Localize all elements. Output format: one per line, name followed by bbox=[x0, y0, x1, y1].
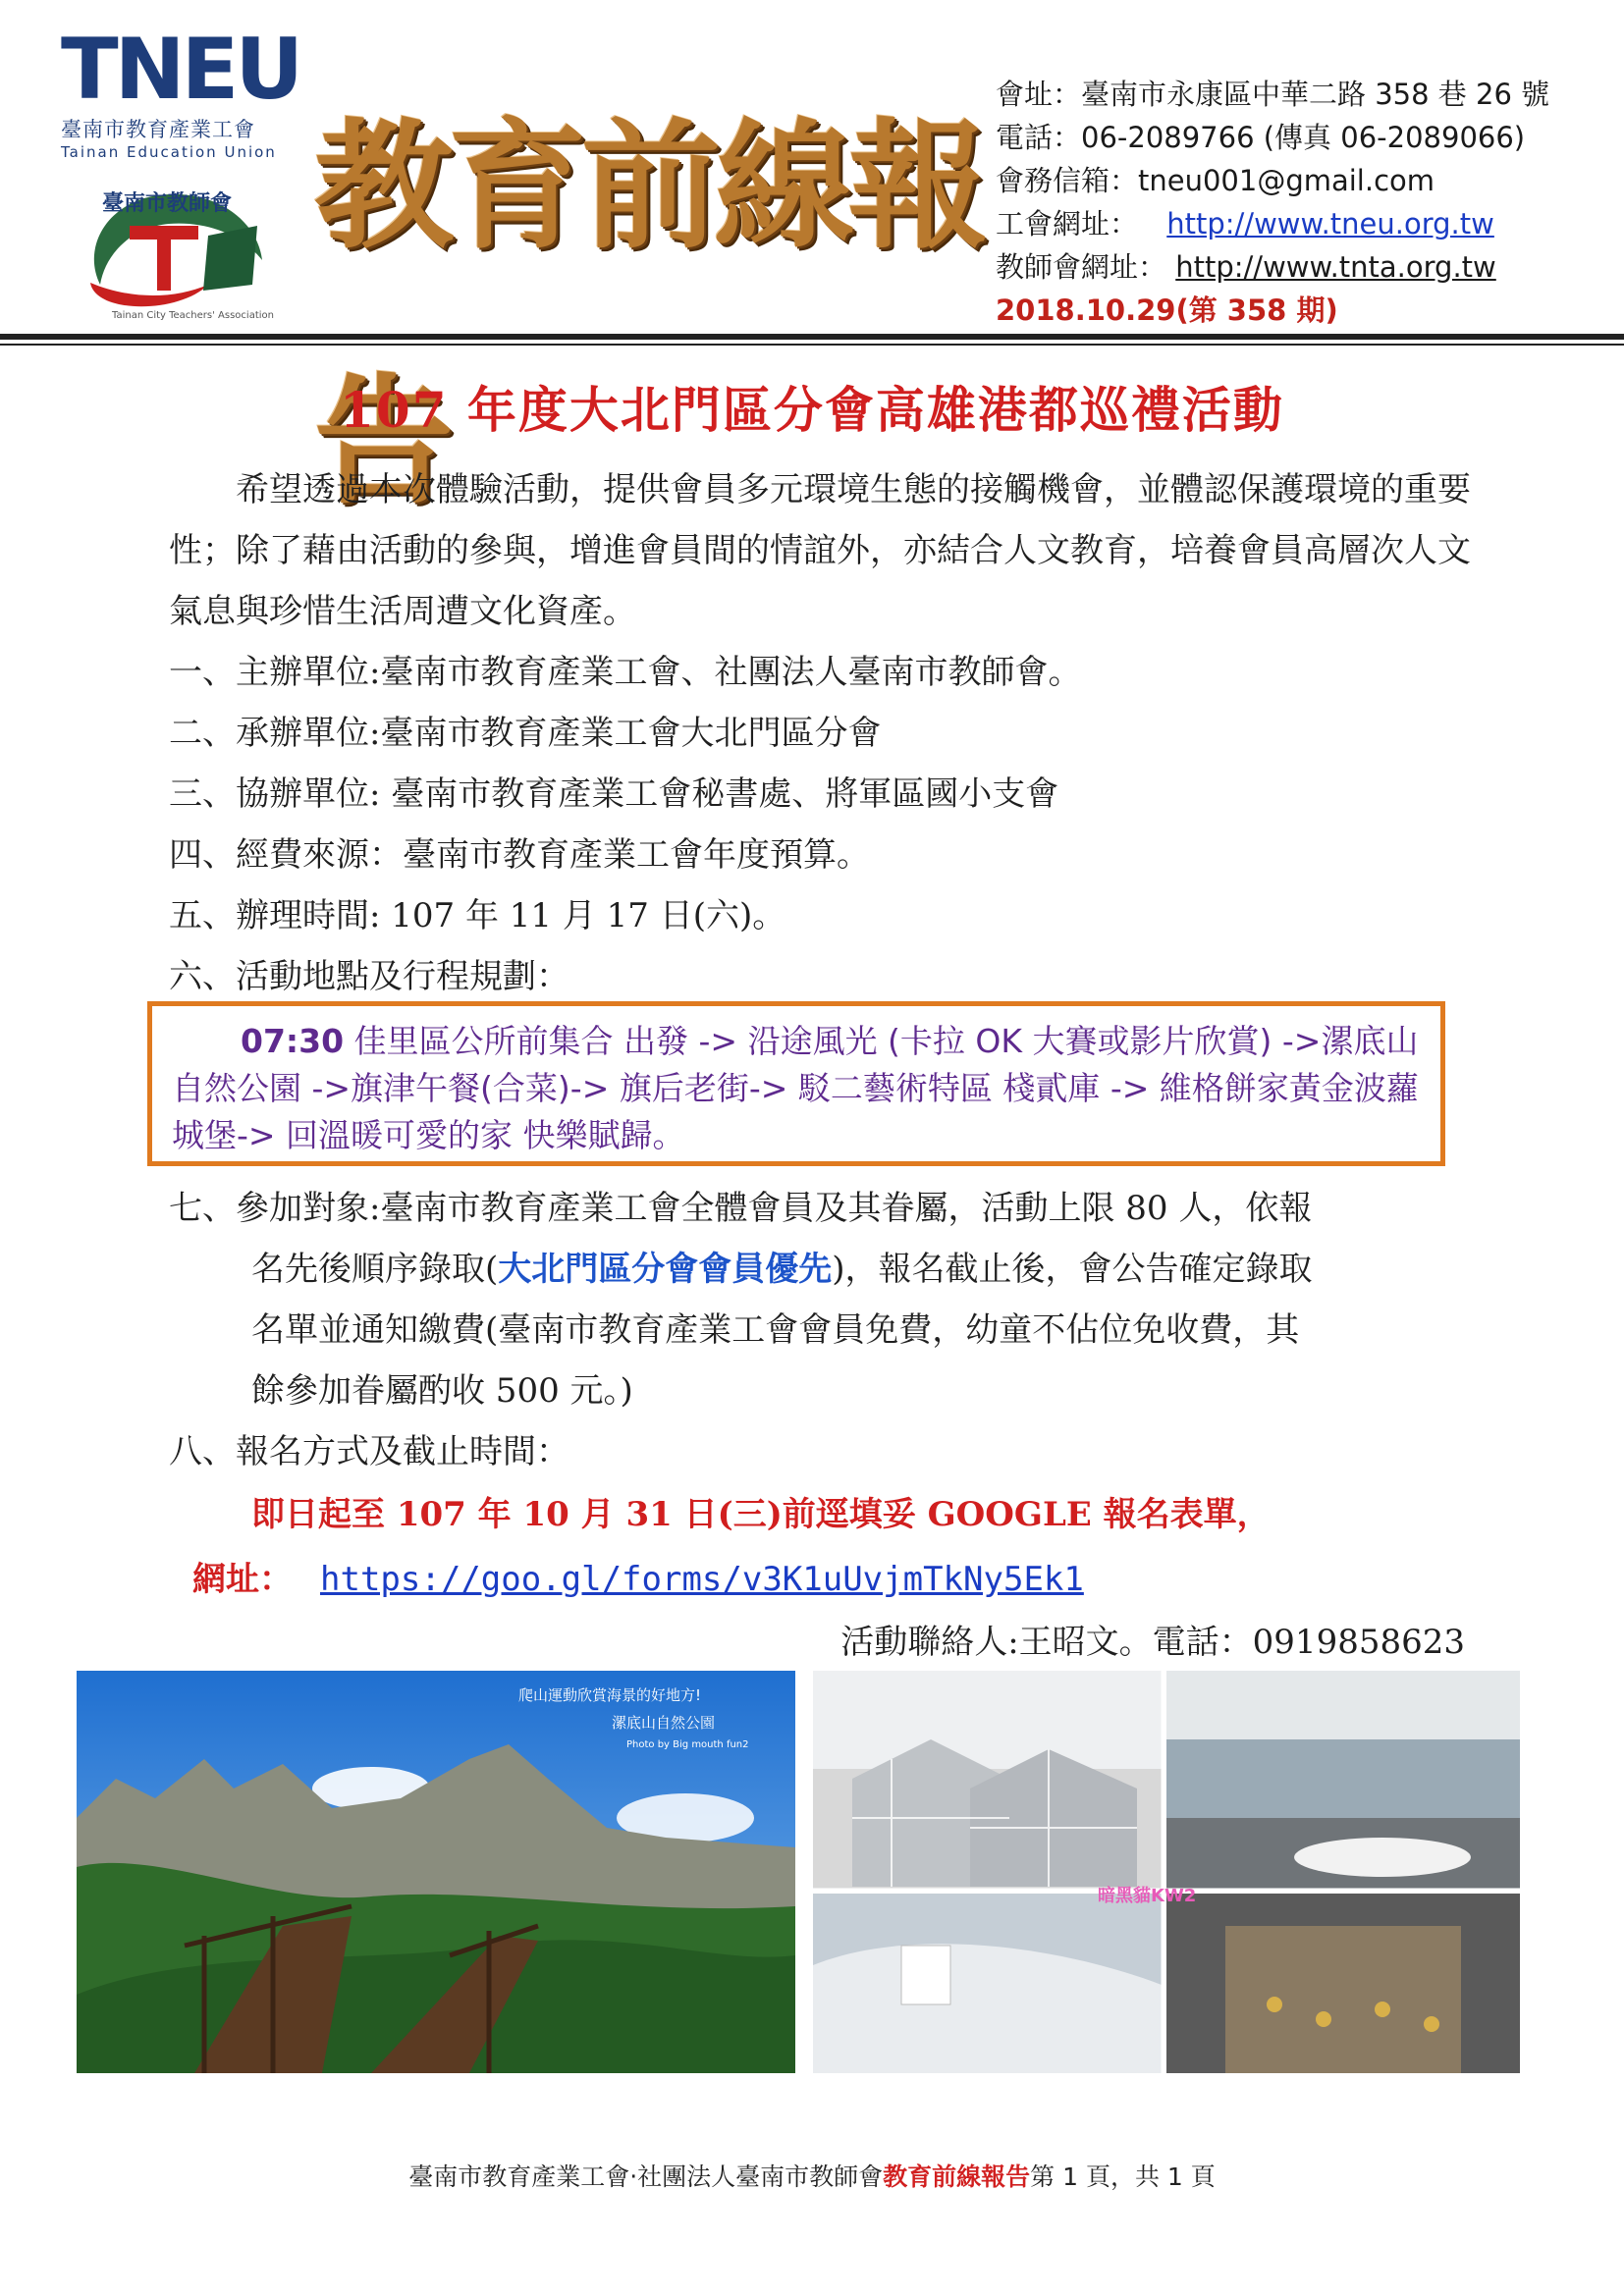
photo-mountain-park bbox=[77, 1671, 795, 2073]
contact-address: 會址：臺南市永康區中華二路 358 巷 26 號 bbox=[996, 78, 1550, 111]
article-body bbox=[169, 459, 1475, 1007]
contact-phone: 電話：06-2089766 (傳真 06-2089066) bbox=[996, 121, 1526, 154]
participants-line-2 bbox=[169, 1239, 1475, 1300]
footer-page-number: 第 1 頁，共 1 頁 bbox=[1030, 2163, 1216, 2191]
contact-email: 會務信箱：tneu001@gmail.com bbox=[996, 164, 1435, 197]
registration-heading: 八、報名方式及截止時間： bbox=[169, 1432, 569, 1471]
svg-text:臺南市教師會: 臺南市教師會 bbox=[102, 191, 233, 216]
registration-url-label: 網址： bbox=[192, 1560, 293, 1599]
logo-mark: TNEU bbox=[61, 21, 300, 119]
photo-left-caption-2: 漯底山自然公園 bbox=[612, 1714, 716, 1732]
page-footer bbox=[0, 2158, 1624, 2193]
header-rule-thick bbox=[0, 334, 1624, 340]
union-site-label: 工會網址： bbox=[996, 207, 1139, 240]
itinerary-time: 07:30 bbox=[241, 1022, 345, 1060]
teachers-association-emblem bbox=[61, 167, 287, 314]
teacher-site-row bbox=[996, 245, 1614, 289]
article-body-lower bbox=[169, 1178, 1475, 1673]
photo-left-caption-3: Photo by Big mouth fun2 bbox=[626, 1739, 749, 1750]
logo-union-name: 臺南市教育產業工會 bbox=[61, 118, 255, 141]
participants-line-2-post: )，報名截止後，會公告確定錄取 bbox=[832, 1250, 1313, 1289]
registration-form-link[interactable]: https://goo.gl/forms/v3K1uUvjmTkNy5Ek1 bbox=[320, 1560, 1084, 1599]
teachers-association-logo bbox=[61, 167, 287, 324]
event-contact-person: 活動聯絡人:王昭文。電話：0919858623 bbox=[840, 1623, 1465, 1662]
teacher-site-link[interactable]: http://www.tnta.org.tw bbox=[1175, 250, 1496, 284]
participants-heading: 七、參加對象:臺南市教育產業工會全體會員及其眷屬，活動上限 80 人，依報 bbox=[169, 1189, 1313, 1228]
item-host: 二、承辦單位:臺南市教育產業工會大北門區分會 bbox=[169, 714, 882, 753]
tneu-logo bbox=[61, 21, 300, 161]
participants-line-3: 名單並通知繳費(臺南市教育產業工會會員免費，幼童不佔位免收費，其 bbox=[251, 1310, 1300, 1350]
logo2-caption: Tainan City Teachers' Association bbox=[112, 310, 274, 321]
member-priority-highlight: 大北門區分會會員優先 bbox=[498, 1250, 833, 1289]
item-date: 五、辦理時間: 107 年 11 月 17 日(六)。 bbox=[169, 896, 786, 935]
header-rule-thin bbox=[0, 344, 1624, 346]
photo-right-caption: 暗黑貓KW2 bbox=[1098, 1886, 1197, 1906]
union-site-link[interactable]: http://www.tneu.org.tw bbox=[1166, 207, 1494, 240]
footer-org: 臺南市教育產業工會‧社團法人臺南市教師會 bbox=[408, 2163, 884, 2191]
union-site-row bbox=[996, 202, 1614, 245]
logo-union-name-en: Tainan Education Union bbox=[61, 143, 277, 161]
item-itinerary-heading: 六、活動地點及行程規劃： bbox=[169, 957, 569, 996]
item-co-organizer: 三、協辦單位: 臺南市教育產業工會秘書處、將軍區國小支會 bbox=[169, 774, 1059, 814]
footer-newsletter-name: 教育前線報告 bbox=[883, 2163, 1031, 2191]
newsletter-masthead: 教育前線報告 bbox=[314, 105, 982, 523]
contact-block bbox=[996, 73, 1614, 332]
participants-line-4: 餘參加眷屬酌收 500 元。) bbox=[251, 1371, 633, 1411]
itinerary-text: 佳里區公所前集合 出發 -> 沿途風光 (卡拉 OK 大賽或影片欣賞) ->漯底山自然公園 ->旗津午餐(合菜)-> 旗后老街-> 駁二藝術特區 棧貳庫 -> 維格餅家黃金波蘿城堡-> 回溫暖可愛的家 快樂賦歸。 bbox=[172, 1022, 1419, 1154]
teacher-site-label: 教師會網址： bbox=[996, 250, 1167, 284]
issue-date: 2018.10.29(第 358 期) bbox=[996, 294, 1338, 327]
registration-url-row bbox=[169, 1547, 1475, 1612]
item-organizer: 一、主辦單位:臺南市教育產業工會、社團法人臺南市教師會。 bbox=[169, 653, 1082, 692]
item-funding: 四、經費來源：臺南市教育產業工會年度預算。 bbox=[169, 835, 870, 875]
intro-paragraph: 希望透過本次體驗活動，提供會員多元環境生態的接觸機會，並體認保護環境的重要性；除了藉由活動的參與，增進會員間的情誼外，亦結合人文教育，培養會員高層次人文氣息與珍惜生活周遭文化資產。 bbox=[169, 470, 1471, 631]
itinerary-box bbox=[147, 1001, 1445, 1166]
article-title: 107 年度大北門區分會高雄港都巡禮活動 bbox=[340, 381, 1284, 439]
photo-collage-pier2 bbox=[813, 1671, 1520, 2073]
photo-left-caption-1: 爬山運動欣賞海景的好地方! bbox=[518, 1686, 702, 1704]
participants-line-2-pre: 名先後順序錄取( bbox=[251, 1250, 499, 1289]
registration-deadline: 即日起至 107 年 10 月 31 日(三)前逕填妥 GOOGLE 報名表單， bbox=[251, 1495, 1271, 1534]
